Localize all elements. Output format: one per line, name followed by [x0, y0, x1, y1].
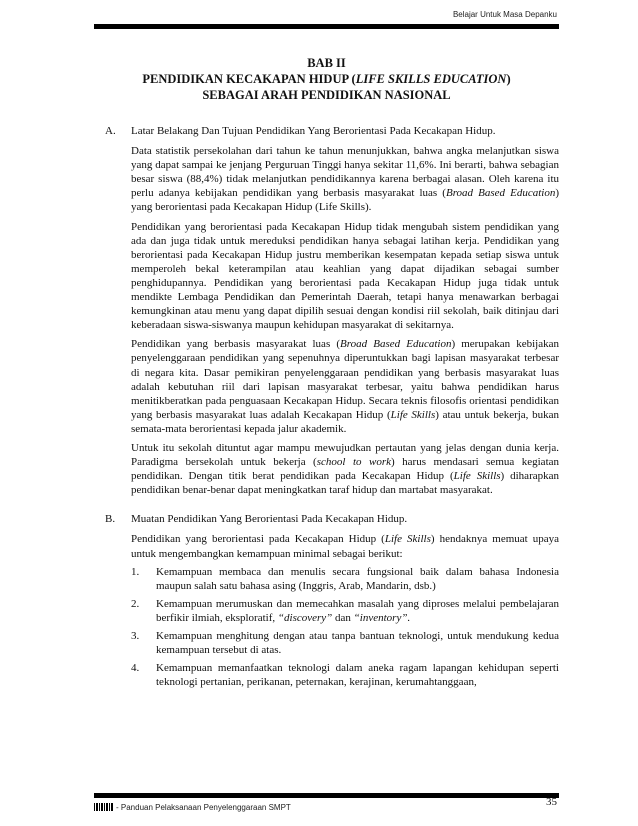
footer [94, 803, 291, 812]
list-item: 1. Kemampuan membaca dan menulis secara fungsional baik dalam bahasa Indonesia maupun salah satu bahasa asing (Inggris, Arab, Mandarin, dsb.) [131, 565, 559, 592]
running-header: Belajar Untuk Masa Depanku [452, 10, 557, 19]
header-rule [94, 24, 559, 29]
list-item: 4. Kemampuan memanfaatkan teknologi dalam aneka ragam lapangan kehidupan seperti teknologi pertanian, perikanan, peternakan, kerajinan, kerumahtanggaan, [131, 662, 559, 689]
chapter-title-line1: PENDIDIKAN KECAKAPAN HIDUP (LIFE SKILLS EDUCATION) [142, 72, 511, 86]
barcode-icon [94, 803, 114, 811]
chapter-number: BAB II [307, 56, 346, 70]
section-b-heading: B. Muatan Pendidikan Yang Berorientasi Pada Kecakapan Hidup. [105, 513, 408, 526]
section-a-paragraph-2: Pendidikan yang berorientasi pada Kecakapan Hidup tidak mengubah sistem pendidikan yang ada dan juga tidak untuk mereduksi pendidikan hanya sebagai latihan kerja. Pendidikan yang berorientasi pada Kecakapan Hidup justru memberikan kesempatan kepada setiap siswa untuk memperoleh bekal keterampilan atau keahlian yang dapat dijadikan sebagai sumber penghidupannya. Pendidikan yang berorientasi pada Kecakapan Hidup juga tidak untuk mendikte Lembaga Pendidikan dan Pemerintah Daerah, tetapi hanya menawarkan berbagai kemungkinan atau menu yang dapat dipilih sesuai dengan kondisi riil sekolah, baik ditinjau dari keberadaan siswa-siswanya maupun kehidupan masyarakat di sekitarnya. [131, 220, 559, 332]
list-item: 3. Kemampuan menghitung dengan atau tanpa bantuan teknologi, untuk mendukung kedua kemampuan tersebut di atas. [131, 630, 559, 657]
footer-text: - Panduan Pelaksanaan Penyelenggaraan SMPT [116, 803, 291, 812]
footer-rule [94, 793, 559, 798]
chapter-title-block [94, 55, 559, 103]
section-a-paragraph-3: Pendidikan yang berbasis masyarakat luas (Broad Based Education) merupakan kebijakan penyelenggaraan pendidikan yang sepenuhnya diperuntukkan bagi lapisan masyarakat terbesar di negara kita. Dasar pemikiran penyelenggaraan pendidikan yang berbasis masyarakat luas adalah kebutuhan riil dari lapisan masyarakat terbesar, yaitu bahwa pendidikan harus menitikberatkan pada penguasaan Kecakapan Hidup. Secara teknis filosofis orientasi pendidikan yang berbasis masyarakat luas adalah Kecakapan Hidup (Life Skills) atau untuk bekerja, bukan semata-mata berorientasi kepada jalur akademik. [131, 338, 559, 435]
section-a-heading: A. Latar Belakang Dan Tujuan Pendidikan Yang Berorientasi Pada Kecakapan Hidup. [105, 125, 496, 137]
section-a-paragraph-4: Untuk itu sekolah dituntut agar mampu mewujudkan pertautan yang jelas dengan dunia kerja. Paradigma bersekolah untuk bekerja (school to work) harus mendasari semua kegiatan pendidikan. Dengan titik berat pendidikan pada Kecakapan Hidup (Life Skills) diharapkan pendidikan benar-benar dapat meningkatkan taraf hidup dan martabat masyarakat. [131, 441, 560, 497]
page-body [105, 124, 559, 689]
list-item: 2. Kemampuan merumuskan dan memecahkan masalah yang diproses melalui pembelajaran berfikir ilmiah, eksploratif, “discovery” dan “inventory”. [131, 597, 559, 624]
section-a-paragraph-1: Data statistik persekolahan dari tahun ke tahun menunjukkan, bahwa angka melanjutkan siswa yang dapat sampai ke jenjang Perguruan Tinggi hanya sekitar 11,6%. Ini berarti, bahwa sebagian besar siswa (88,4%) tidak melanjutkan pendidikannya karena berbagai alasan. Oleh karena itu perlu adanya kebijakan pendidikan yang berbasis masyarakat luas (Broad Based Education) yang berorientasi pada Kecakapan Hidup (Life Skills). [131, 145, 559, 214]
section-b-paragraph-1: Pendidikan yang berorientasi pada Kecakapan Hidup (Life Skills) hendaknya memuat upaya untuk mengembangkan kemampuan minimal sebagai berikut: [131, 533, 559, 560]
page-number: 35 [546, 796, 557, 808]
chapter-title-line2: SEBAGAI ARAH PENDIDIKAN NASIONAL [202, 88, 451, 102]
